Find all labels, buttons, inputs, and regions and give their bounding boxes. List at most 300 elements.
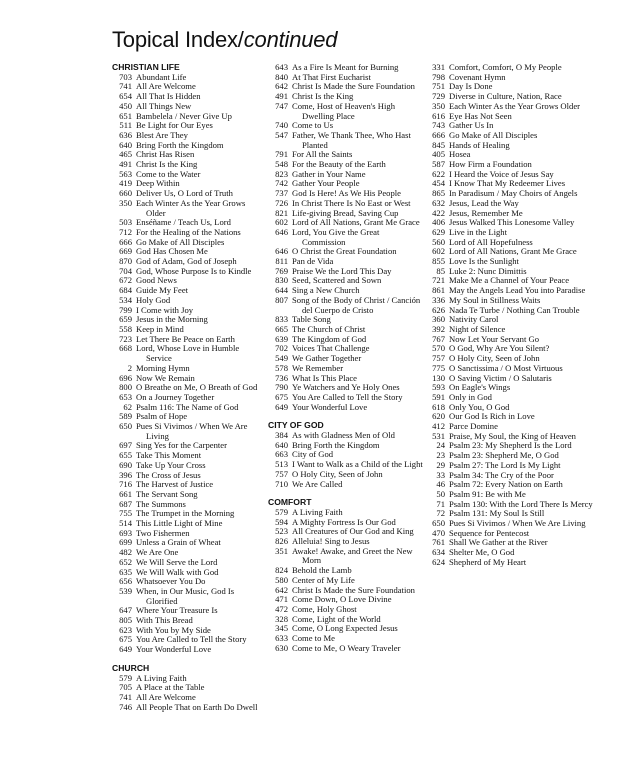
hymn-title: Lord of All Nations, Grant Me Grace [292, 217, 420, 228]
hymn-number: 71 [436, 498, 445, 509]
hymn-title: We Are Called [292, 478, 343, 489]
hymn-number: 646 [275, 226, 288, 237]
hymn-title: A Mighty Fortress Is Our God [292, 516, 396, 527]
hymn-title: Hands of Healing [449, 139, 510, 150]
hymn-number: 723 [119, 333, 132, 344]
hymn-title: Go Make of All Disciples [136, 236, 225, 247]
hymn-title: Love Is the Sunlight [449, 256, 519, 267]
hymn-number: 636 [119, 129, 132, 140]
index-entry [112, 587, 260, 606]
index-entry [112, 315, 260, 325]
hymn-number: 328 [275, 613, 288, 624]
hymn-title: Each Winter As the Year Grows Older [136, 197, 246, 218]
hymn-number: 684 [119, 285, 132, 296]
hymn-number: 761 [432, 537, 445, 548]
hymn-number: 647 [119, 605, 132, 616]
hymn-title: May the Angels Lead You into Paradise [449, 285, 586, 296]
hymn-title: Luke 2: Nunc Dimittis [449, 265, 527, 276]
hymn-number: 751 [432, 81, 445, 92]
hymn-title: Christ Is Made the Sure Foundation [292, 584, 415, 595]
hymn-number: 579 [275, 506, 288, 517]
hymn-title: Good News [136, 275, 177, 286]
hymn-title: Sequence for Pentecost [449, 527, 530, 538]
index-entry [268, 131, 423, 150]
hymn-title: Abundant Life [136, 71, 187, 82]
hymn-title: How Firm a Foundation [449, 159, 532, 170]
hymn-title: Come to Me [292, 633, 335, 644]
index-entry [112, 344, 260, 363]
hymn-title: For All the Saints [292, 149, 353, 160]
hymn-number: 697 [119, 440, 132, 451]
hymn-title: Only You, O God [449, 401, 510, 412]
hymn-number: 626 [432, 304, 445, 315]
hymn-title: Sing a New Church [292, 285, 360, 296]
hymn-title: Now We Remain [136, 372, 195, 383]
hymn-number: 471 [275, 594, 288, 605]
hymn-number: 649 [119, 644, 132, 655]
hymn-title: Jesus, Lead the Way [449, 197, 519, 208]
hymn-number: 514 [119, 518, 132, 529]
hymn-number: 634 [432, 547, 445, 558]
index-entry [268, 547, 423, 566]
hymn-number: 72 [436, 508, 445, 519]
hymn-number: 130 [432, 372, 445, 383]
hymn-title: The Harvest of Justice [136, 479, 214, 490]
hymn-title: All That Is Hidden [136, 91, 201, 102]
hymn-title: At That First Eucharist [292, 71, 371, 82]
hymn-number: 666 [119, 236, 132, 247]
hymn-title: God, Whose Purpose Is to Kindle [136, 265, 252, 276]
title-main: Topical Index/ [112, 27, 244, 52]
hymn-number: 602 [275, 217, 288, 228]
hymn-title: Jesus in the Morning [136, 314, 208, 325]
hymn-number: 482 [119, 547, 132, 558]
hymn-title: Morning Hymn [136, 362, 190, 373]
hymn-title: Lord of All Nations, Grant Me Grace [449, 246, 577, 257]
hymn-number: 747 [275, 100, 288, 111]
hymn-title: Come to Us [292, 120, 334, 131]
hymn-title: The Trumpet in the Morning [136, 508, 235, 519]
hymn-title: We Gather Together [292, 353, 362, 364]
hymn-number: 360 [432, 314, 445, 325]
hymn-title: The Summons [136, 498, 186, 509]
hymn-number: 640 [119, 139, 132, 150]
hymn-number: 650 [119, 421, 132, 432]
hymn-title: Let There Be Peace on Earth [136, 333, 235, 344]
hymn-number: 870 [119, 256, 132, 267]
hymn-number: 450 [119, 100, 132, 111]
hymn-number: 644 [275, 285, 288, 296]
hymn-title: Lord of All Hopefulness [449, 236, 533, 247]
hymn-number: 775 [432, 362, 445, 373]
hymn-title: Day Is Done [449, 81, 493, 92]
hymn-title: With This Bread [136, 615, 193, 626]
hymn-title: Psalm 23: My Shepherd Is the Lord [449, 440, 572, 451]
hymn-title: Lord, Whose Love in Humble Service [136, 343, 240, 364]
hymn-number: 513 [275, 459, 288, 470]
hymn-title: Bambelela / Never Give Up [136, 110, 232, 121]
hymn-number: 406 [432, 217, 445, 228]
index-entry [112, 286, 260, 296]
hymn-number: 85 [436, 265, 445, 276]
hymn-title: Gather Us In [449, 120, 494, 131]
hymn-number: 653 [119, 391, 132, 402]
hymn-number: 2 [127, 362, 132, 373]
hymn-number: 654 [119, 91, 132, 102]
hymn-title: Diverse in Culture, Nation, Race [449, 91, 562, 102]
hymn-number: 639 [275, 333, 288, 344]
hymn-title: The Kingdom of God [292, 333, 367, 344]
hymn-title: Come to Me, O Weary Traveler [292, 642, 401, 653]
hymn-title: Alleluia! Sing to Jesus [292, 536, 370, 547]
hymn-title: Psalm 91: Be with Me [449, 488, 526, 499]
hymn-title: Father, We Thank Thee, Who Hast Planted [292, 129, 411, 150]
hymn-number: 757 [275, 468, 288, 479]
hymn-title: Come, O Long Expected Jesus [292, 623, 398, 634]
hymn-number: 578 [275, 362, 288, 373]
hymn-number: 351 [275, 545, 288, 556]
hymn-title: Shepherd of My Heart [449, 556, 527, 567]
hymn-number: 587 [432, 159, 445, 170]
hymn-number: 24 [436, 440, 445, 451]
hymn-number: 632 [432, 197, 445, 208]
hymn-number: 350 [119, 197, 132, 208]
index-entry [112, 490, 260, 500]
index-entry [268, 480, 423, 490]
hymn-title: God Is Here! As We His People [292, 188, 401, 199]
hymn-title: All People That on Earth Do Dwell [136, 701, 258, 712]
hymn-title: I Heard the Voice of Jesus Say [449, 168, 554, 179]
hymn-number: 690 [119, 459, 132, 470]
hymn-number: 563 [119, 168, 132, 179]
hymn-title: Blest Are They [136, 129, 188, 140]
hymn-number: 833 [275, 314, 288, 325]
hymn-number: 672 [119, 275, 132, 286]
hymn-title: Live in the Light [449, 226, 507, 237]
section-heading: CITY OF GOD [268, 420, 324, 431]
hymn-title: Each Winter As the Year Grows Older [449, 100, 580, 111]
hymn-title: Keep in Mind [136, 323, 184, 334]
hymn-number: 737 [275, 188, 288, 199]
hymn-number: 800 [119, 382, 132, 393]
hymn-number: 539 [119, 585, 132, 596]
hymn-number: 419 [119, 178, 132, 189]
hymn-title: On a Journey Together [136, 391, 215, 402]
hymn-title: All Are Welcome [136, 81, 196, 92]
hymn-number: 50 [436, 488, 445, 499]
hymn-title: Christ Is Made the Sure Foundation [292, 81, 415, 92]
index-entry [425, 558, 595, 568]
hymn-number: 511 [119, 120, 132, 131]
hymn-number: 531 [432, 430, 445, 441]
hymn-number: 589 [119, 411, 132, 422]
index-entry [112, 199, 260, 218]
hymn-title: The Church of Christ [292, 323, 366, 334]
hymn-title: Parce Domine [449, 421, 498, 432]
hymn-number: 548 [275, 159, 288, 170]
hymn-number: 623 [119, 624, 132, 635]
hymn-number: 651 [119, 110, 132, 121]
hymn-title: Your Wonderful Love [136, 644, 212, 655]
hymn-number: 799 [119, 304, 132, 315]
hymn-number: 702 [275, 343, 288, 354]
hymn-number: 704 [119, 265, 132, 276]
hymn-number: 454 [432, 178, 445, 189]
hymn-number: 791 [275, 149, 288, 160]
hymn-number: 46 [436, 479, 445, 490]
hymn-number: 629 [432, 226, 445, 237]
hymn-number: 824 [275, 565, 288, 576]
hymn-number: 861 [432, 285, 445, 296]
hymn-number: 549 [275, 353, 288, 364]
hymn-title: O Christ the Great Foundation [292, 246, 397, 257]
hymn-title: Guide My Feet [136, 285, 189, 296]
hymn-number: 616 [432, 110, 445, 121]
index-entry [268, 644, 423, 654]
hymn-title: All Are Welcome [136, 692, 196, 702]
hymn-number: 660 [119, 188, 132, 199]
hymn-number: 579 [119, 672, 132, 683]
hymn-number: 331 [432, 62, 445, 72]
index-entry [112, 703, 260, 713]
hymn-title: Bring Forth the Kingdom [136, 139, 224, 150]
hymn-title: O Breathe on Me, O Breath of God [136, 382, 258, 393]
hymn-number: 767 [432, 333, 445, 344]
hymn-number: 336 [432, 294, 445, 305]
hymn-number: 741 [119, 692, 132, 702]
hymn-number: 491 [275, 91, 288, 102]
hymn-title: Come to the Water [136, 168, 201, 179]
hymn-title: Psalm of Hope [136, 411, 188, 422]
hymn-title: O Holy City, Seen of John [292, 468, 383, 479]
hymn-title: Seed, Scattered and Sown [292, 275, 382, 286]
hymn-number: 412 [432, 421, 445, 432]
hymn-number: 465 [119, 149, 132, 160]
hymn-title: Jesus Walked This Lonesome Valley [449, 217, 575, 228]
hymn-number: 392 [432, 323, 445, 334]
hymn-title: Lord, You Give the Great Commission [292, 226, 380, 247]
hymn-number: 558 [119, 323, 132, 334]
hymn-title: Behold the Lamb [292, 565, 352, 576]
hymn-title: Praise We the Lord This Day [292, 265, 392, 276]
hymn-title: You Are Called to Tell the Story [136, 634, 247, 645]
hymn-title: When, in Our Music, God Is Glorified [136, 585, 235, 606]
hymn-number: 503 [119, 217, 132, 228]
section-heading: CHRISTIAN LIFE [112, 62, 180, 72]
hymn-title: A Place at the Table [136, 682, 205, 693]
hymn-title: Gather Your People [292, 178, 360, 189]
hymn-number: 23 [436, 450, 445, 461]
hymn-number: 345 [275, 623, 288, 634]
hymn-title: A Living Faith [136, 672, 187, 683]
index-entry [112, 645, 260, 655]
hymn-title: Make Me a Channel of Your Peace [449, 275, 570, 286]
hymn-number: 696 [119, 372, 132, 383]
hymn-title: Comfort, Comfort, O My People [449, 62, 562, 72]
hymn-number: 710 [275, 478, 288, 489]
hymn-number: 746 [119, 701, 132, 712]
hymn-number: 661 [119, 488, 132, 499]
hymn-number: 826 [275, 536, 288, 547]
hymn-title: Praise, My Soul, the King of Heaven [449, 430, 576, 441]
hymn-number: 663 [275, 449, 288, 460]
hymn-title: Come Down, O Love Divine [292, 594, 392, 605]
index-entry [112, 422, 260, 441]
hymn-number: 640 [275, 439, 288, 450]
hymn-title: All Things New [136, 100, 192, 111]
hymn-title: This Little Light of Mine [136, 518, 223, 529]
index-column-3 [425, 63, 595, 568]
hymn-title: Eye Has Not Seen [449, 110, 512, 121]
hymn-number: 650 [432, 518, 445, 529]
hymn-number: 769 [275, 265, 288, 276]
hymn-number: 62 [123, 401, 132, 412]
hymn-title: As with Gladness Men of Old [292, 430, 395, 441]
hymn-title: Nada Te Turbe / Nothing Can Trouble [449, 304, 580, 315]
hymn-title: The Servant Song [136, 488, 198, 499]
hymn-title: A Living Faith [292, 506, 343, 517]
index-entry [268, 102, 423, 121]
hymn-number: 693 [119, 527, 132, 538]
hymn-number: 523 [275, 526, 288, 537]
hymn-title: In Christ There Is No East or West [292, 197, 411, 208]
hymn-number: 622 [432, 168, 445, 179]
hymn-title: Only in God [449, 391, 492, 402]
hymn-number: 350 [432, 100, 445, 111]
hymn-title: Psalm 34: The Cry of the Poor [449, 469, 554, 480]
hymn-number: 830 [275, 275, 288, 286]
hymn-number: 811 [275, 256, 288, 267]
hymn-title: Pan de Vida [292, 256, 334, 267]
hymn-title: For the Healing of the Nations [136, 226, 241, 237]
section-heading: COMFORT [268, 497, 312, 508]
hymn-title: Go Make of All Disciples [449, 129, 538, 140]
hymn-title: Deliver Us, O Lord of Truth [136, 188, 233, 199]
hymn-title: What Is This Place [292, 372, 357, 383]
hymn-title: As a Fire Is Meant for Burning [292, 62, 399, 72]
hymn-title: Night of Silence [449, 323, 506, 334]
hymn-title: With You by My Side [136, 624, 211, 635]
hymn-number: 699 [119, 537, 132, 548]
hymn-number: 384 [275, 430, 288, 441]
hymn-title: O Sanctissima / O Most Virtuous [449, 362, 563, 373]
hymn-title: Enséñame / Teach Us, Lord [136, 217, 231, 228]
hymn-number: 624 [432, 556, 445, 567]
hymn-number: 823 [275, 168, 288, 179]
hymn-number: 635 [119, 566, 132, 577]
hymn-title: Take This Moment [136, 450, 202, 461]
hymn-title: O God, Why Are You Silent? [449, 343, 550, 354]
hymn-title: I Know That My Redeemer Lives [449, 178, 566, 189]
hymn-title: Jesus, Remember Me [449, 207, 523, 218]
hymn-title: The Cross of Jesus [136, 469, 201, 480]
hymn-title: Shelter Me, O God [449, 547, 515, 558]
hymn-number: 675 [275, 391, 288, 402]
hymn-number: 721 [432, 275, 445, 286]
hymn-title: Unless a Grain of Wheat [136, 537, 221, 548]
hymn-title: Hosea [449, 149, 471, 160]
hymn-title: Covenant Hymn [449, 71, 506, 82]
hymn-number: 472 [275, 603, 288, 614]
hymn-number: 491 [119, 159, 132, 170]
index-entry [268, 296, 423, 315]
hymn-number: 33 [436, 469, 445, 480]
hymn-title: I Want to Walk as a Child of the Light [292, 459, 423, 470]
index-entry [112, 538, 260, 548]
hymn-title: We Will Serve the Lord [136, 556, 218, 567]
hymn-number: 668 [119, 343, 132, 354]
hymn-title: I Come with Joy [136, 304, 194, 315]
hymn-title: Christ Is the King [292, 91, 354, 102]
hymn-number: 669 [119, 246, 132, 257]
hymn-title: O Holy City, Seen of John [449, 353, 540, 364]
hymn-title: Two Fishermen [136, 527, 190, 538]
hymn-number: 729 [432, 91, 445, 102]
hymn-number: 633 [275, 633, 288, 644]
hymn-number: 742 [275, 178, 288, 189]
hymn-title: Psalm 131: My Soul Is Still [449, 508, 545, 519]
hymn-title: Sing Yes for the Carpenter [136, 440, 227, 451]
hymn-title: O Saving Victim / O Salutaris [449, 372, 552, 383]
hymn-number: 652 [119, 556, 132, 567]
hymn-title: Center of My Life [292, 574, 355, 585]
hymn-title: Psalm 72: Every Nation on Earth [449, 479, 563, 490]
hymn-title: God Has Chosen Me [136, 246, 208, 257]
hymn-number: 865 [432, 188, 445, 199]
hymn-title: We Remember [292, 362, 344, 373]
hymn-title: Bring Forth the Kingdom [292, 439, 380, 450]
hymn-title: Our God Is Rich in Love [449, 411, 535, 422]
hymn-number: 712 [119, 226, 132, 237]
hymn-number: 646 [275, 246, 288, 257]
title-suffix: continued [243, 27, 338, 52]
hymn-number: 642 [275, 81, 288, 92]
hymn-title: On Eagle's Wings [449, 382, 511, 393]
hymn-number: 602 [432, 246, 445, 257]
index-entry [268, 403, 423, 413]
hymn-number: 659 [119, 314, 132, 325]
hymn-title: City of God [292, 449, 334, 460]
hymn-number: 726 [275, 197, 288, 208]
hymn-number: 405 [432, 149, 445, 160]
hymn-number: 741 [119, 81, 132, 92]
hymn-title: Psalm 116: The Name of God [136, 401, 239, 412]
hymn-number: 840 [275, 71, 288, 82]
hymn-number: 534 [119, 294, 132, 305]
hymn-title: Song of the Body of Christ / Canción del Cuerpo de Cristo [292, 294, 421, 315]
index-entry [112, 170, 260, 180]
hymn-title: Voices That Challenge [292, 343, 370, 354]
hymn-title: Holy God [136, 294, 171, 305]
hymn-title: Your Wonderful Love [292, 401, 368, 412]
hymn-number: 594 [275, 516, 288, 527]
hymn-number: 642 [275, 584, 288, 595]
hymn-number: 396 [119, 469, 132, 480]
hymn-number: 855 [432, 256, 445, 267]
hymn-number: 755 [119, 508, 132, 519]
hymn-number: 807 [275, 294, 288, 305]
hymn-title: Ye Watchers and Ye Holy Ones [292, 382, 400, 393]
hymn-number: 740 [275, 120, 288, 131]
hymn-number: 422 [432, 207, 445, 218]
hymn-title: Psalm 130: With the Lord There Is Mercy [449, 498, 593, 509]
hymn-title: Psalm 27: The Lord Is My Light [449, 459, 561, 470]
hymn-number: 656 [119, 576, 132, 587]
hymn-number: 845 [432, 139, 445, 150]
hymn-number: 591 [432, 391, 445, 402]
hymn-title: We Will Walk with God [136, 566, 219, 577]
hymn-number: 547 [275, 129, 288, 140]
